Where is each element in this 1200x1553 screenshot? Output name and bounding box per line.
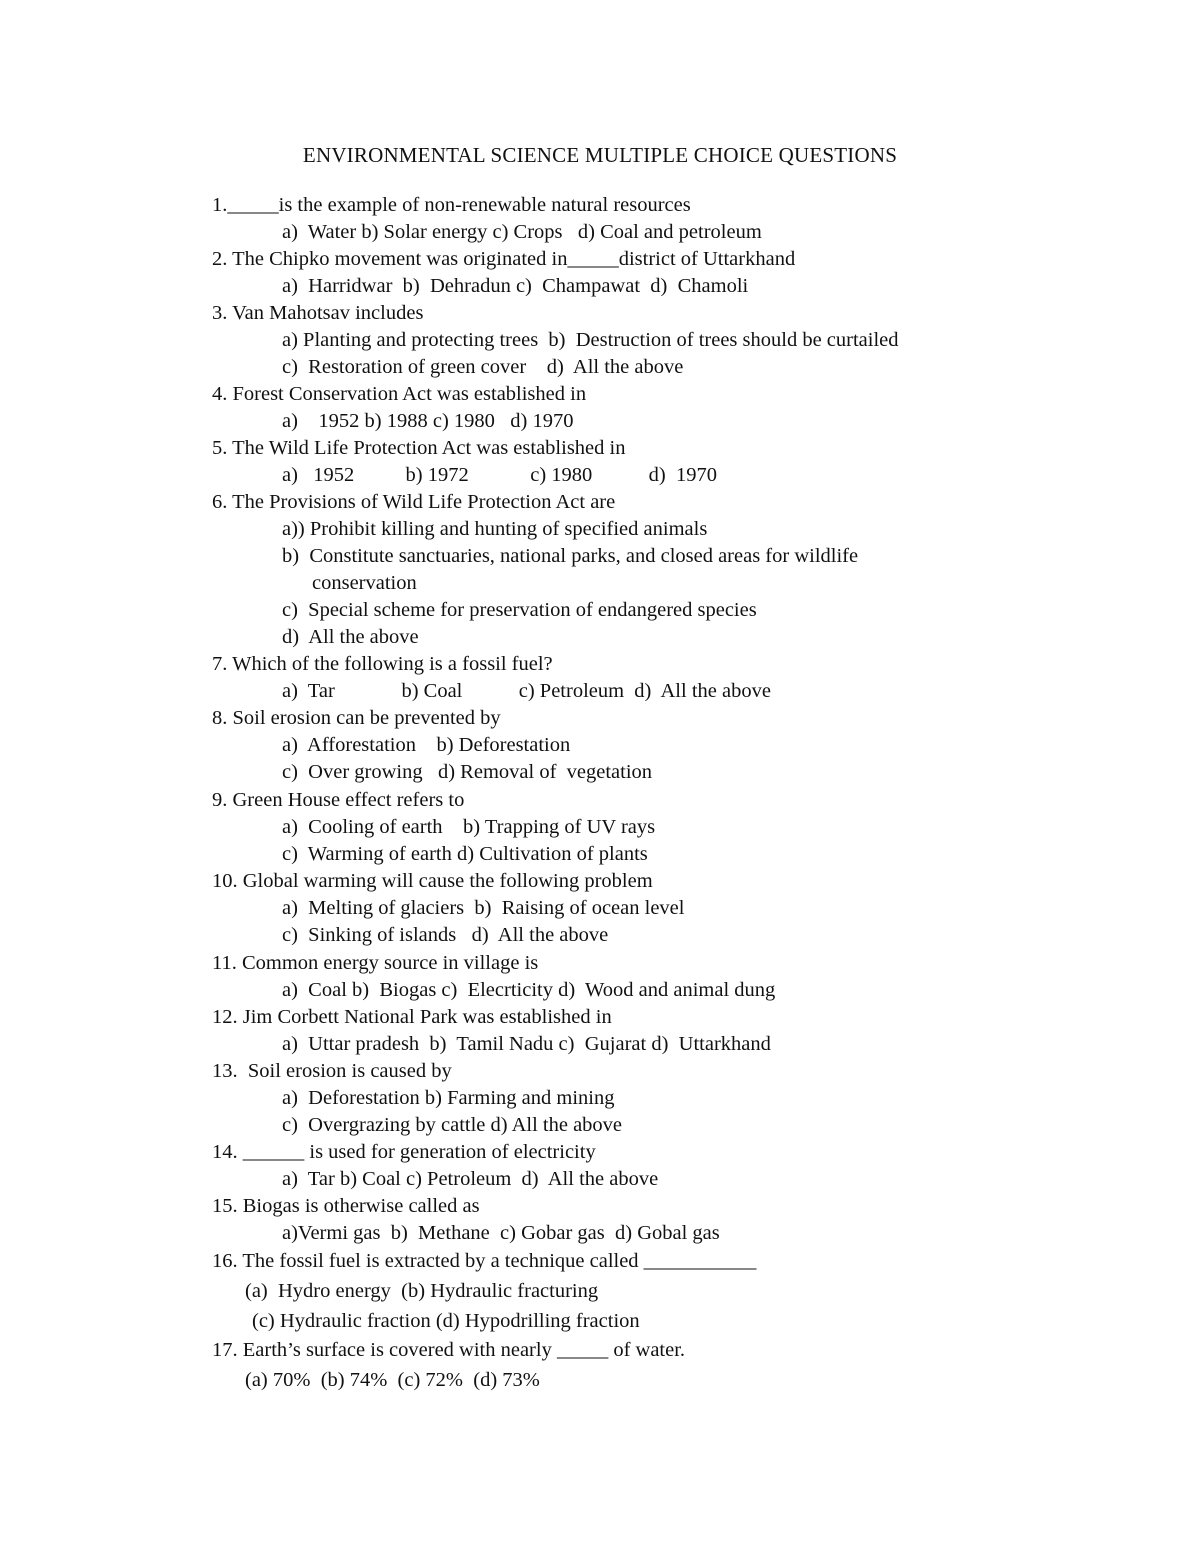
option-6b-continued: conservation xyxy=(312,572,417,594)
option-6c: c) Special scheme for preservation of endangered species xyxy=(282,599,757,621)
question-10: 10. Global warming will cause the following problem xyxy=(212,870,653,892)
options-13-line-1: a) Deforestation b) Farming and mining xyxy=(282,1087,615,1109)
question-12: 12. Jim Corbett National Park was established in xyxy=(212,1006,612,1028)
options-17: (a) 70% (b) 74% (c) 72% (d) 73% xyxy=(245,1369,540,1391)
options-12: a) Uttar pradesh b) Tamil Nadu c) Gujarat d) Uttarkhand xyxy=(282,1033,771,1055)
question-2: 2. The Chipko movement was originated in_____district of Uttarkhand xyxy=(212,248,796,270)
question-16: 16. The fossil fuel is extracted by a technique called ___________ xyxy=(212,1250,757,1272)
options-4: a) 1952 b) 1988 c) 1980 d) 1970 xyxy=(282,410,574,432)
options-5: a) 1952 b) 1972 c) 1980 d) 1970 xyxy=(282,464,718,486)
question-5: 5. The Wild Life Protection Act was established in xyxy=(212,437,626,459)
options-3-line-1: a) Planting and protecting trees b) Destruction of trees should be curtailed xyxy=(282,329,899,351)
question-8: 8. Soil erosion can be prevented by xyxy=(212,707,501,729)
question-11: 11. Common energy source in village is xyxy=(212,952,539,974)
option-6a: a)) Prohibit killing and hunting of specified animals xyxy=(282,518,708,540)
options-10-line-1: a) Melting of glaciers b) Raising of ocean level xyxy=(282,897,685,919)
options-9-line-1: a) Cooling of earth b) Trapping of UV rays xyxy=(282,816,656,838)
option-6d: d) All the above xyxy=(282,626,419,648)
question-17: 17. Earth’s surface is covered with nearly _____ of water. xyxy=(212,1339,686,1361)
question-15: 15. Biogas is otherwise called as xyxy=(212,1195,480,1217)
options-8-line-2: c) Over growing d) Removal of vegetation xyxy=(282,761,653,783)
question-7: 7. Which of the following is a fossil fuel? xyxy=(212,653,553,675)
document-title: ENVIRONMENTAL SCIENCE MULTIPLE CHOICE QUESTIONS xyxy=(302,143,898,167)
options-16-line-1: (a) Hydro energy (b) Hydraulic fracturing xyxy=(245,1280,599,1302)
question-9: 9. Green House effect refers to xyxy=(212,789,465,811)
options-2: a) Harridwar b) Dehradun c) Champawat d) Chamoli xyxy=(282,275,749,297)
question-14: 14. ______ is used for generation of electricity xyxy=(212,1141,596,1163)
options-13-line-2: c) Overgrazing by cattle d) All the above xyxy=(282,1114,623,1136)
options-9-line-2: c) Warming of earth d) Cultivation of plants xyxy=(282,843,648,865)
question-4: 4. Forest Conservation Act was established in xyxy=(212,383,587,405)
options-1: a) Water b) Solar energy c) Crops d) Coal and petroleum xyxy=(282,221,762,243)
options-11: a) Coal b) Biogas c) Elecrticity d) Wood and animal dung xyxy=(282,979,776,1001)
question-13: 13. Soil erosion is caused by xyxy=(212,1060,452,1082)
options-7: a) Tar b) Coal c) Petroleum d) All the above xyxy=(282,680,771,702)
question-6: 6. The Provisions of Wild Life Protection Act are xyxy=(212,491,616,513)
options-3-line-2: c) Restoration of green cover d) All the above xyxy=(282,356,684,378)
options-10-line-2: c) Sinking of islands d) All the above xyxy=(282,924,609,946)
question-1: 1._____is the example of non-renewable natural resources xyxy=(212,194,691,216)
options-14: a) Tar b) Coal c) Petroleum d) All the above xyxy=(282,1168,659,1190)
question-3: 3. Van Mahotsav includes xyxy=(212,302,424,324)
option-6b: b) Constitute sanctuaries, national parks, and closed areas for wildlife xyxy=(282,545,859,567)
options-16-line-2: (c) Hydraulic fraction (d) Hypodrilling fraction xyxy=(252,1310,640,1332)
options-15: a)Vermi gas b) Methane c) Gobar gas d) Gobal gas xyxy=(282,1222,720,1244)
options-8-line-1: a) Afforestation b) Deforestation xyxy=(282,734,571,756)
